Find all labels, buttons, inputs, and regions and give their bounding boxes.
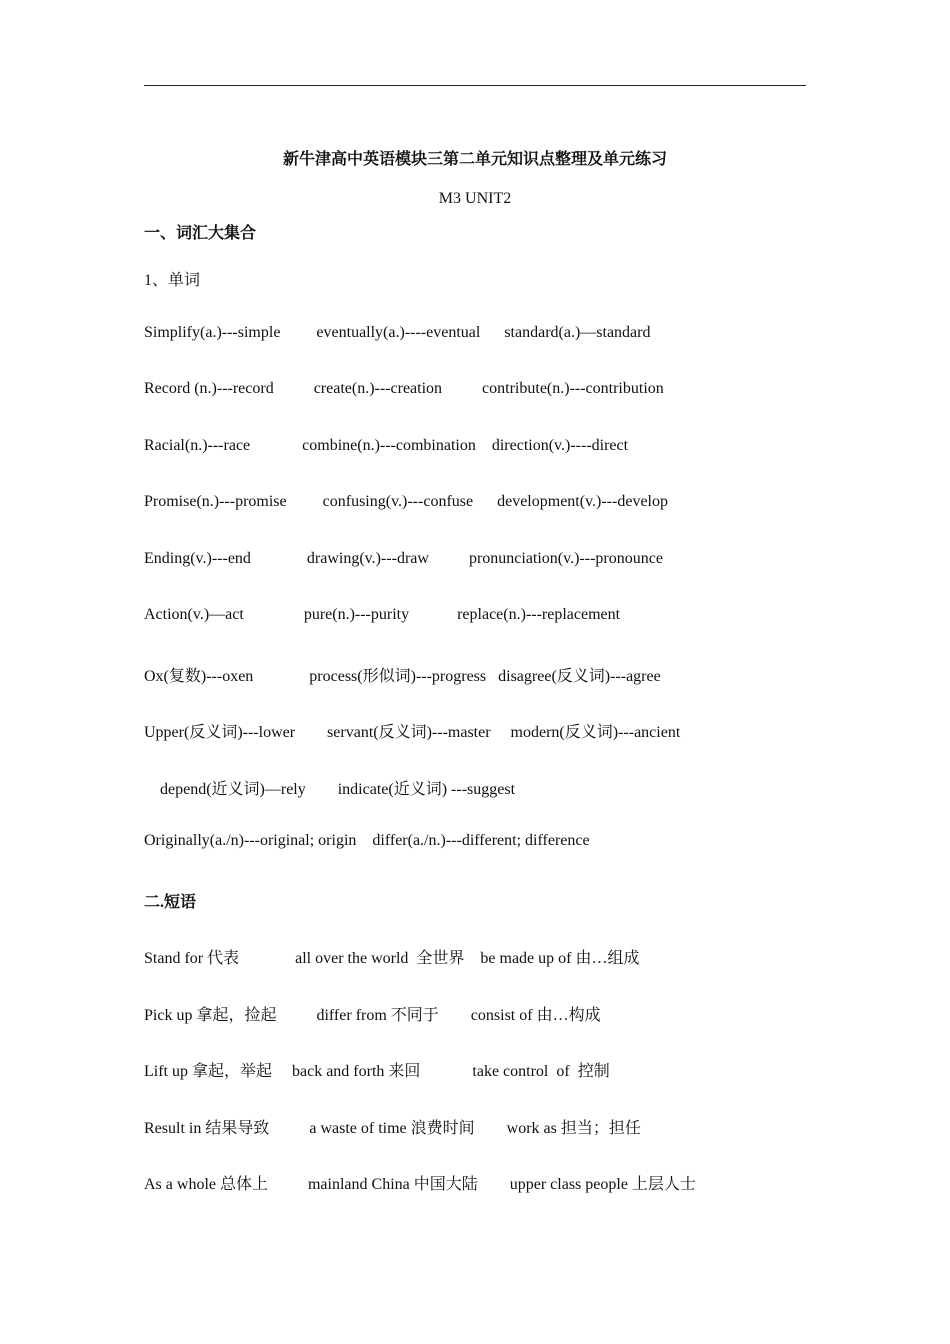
header-rule xyxy=(144,85,806,86)
vocab-line: Originally(a./n)---original; origin differ(a./n.)---different; difference xyxy=(144,832,590,849)
vocab-line: Ending(v.)---end drawing(v.)---draw pronunciation(v.)---pronounce xyxy=(144,550,663,567)
page-subtitle: M3 UNIT2 xyxy=(438,190,512,207)
page-title: 新牛津高中英语模块三第二单元知识点整理及单元练习 xyxy=(282,151,667,168)
phrase-line: Pick up 拿起，捡起 differ from 不同于 consist of 由…构成 xyxy=(144,1007,601,1024)
vocab-line: Upper(反义词)---lower servant(反义词)---master modern(反义词)---ancient xyxy=(144,724,681,741)
vocab-line: Action(v.)—act pure(n.)---purity replace(n.)---replacement xyxy=(144,606,621,623)
phrase-line: Stand for 代表 all over the world 全世界 be made up of 由…组成 xyxy=(144,950,640,967)
phrase-line: Result in 结果导致 a waste of time 浪费时间 work as 担当；担任 xyxy=(144,1120,641,1137)
phrase-line: As a whole 总体上 mainland China 中国大陆 upper class people 上层人士 xyxy=(144,1176,696,1193)
section1-heading: 一、词汇大集合 xyxy=(144,225,257,242)
vocab-line: Record (n.)---record create(n.)---creation contribute(n.)---contribution xyxy=(144,380,664,397)
vocab-line: Promise(n.)---promise confusing(v.)---confuse development(v.)---develop xyxy=(144,493,668,510)
vocab-line: Racial(n.)---race combine(n.)---combination direction(v.)----direct xyxy=(144,437,629,454)
vocab-line: Ox(复数)---oxen process(形似词)---progress disagree(反义词)---agree xyxy=(144,668,661,685)
section2-heading: 二.短语 xyxy=(144,894,197,911)
section1-subheading: 1、单词 xyxy=(144,272,201,289)
vocab-line: Simplify(a.)---simple eventually(a.)----eventual standard(a.)—standard xyxy=(144,324,651,341)
phrase-line: Lift up 拿起，举起 back and forth 来回 take control of 控制 xyxy=(144,1063,610,1080)
vocab-line: depend(近义词)—rely indicate(近义词) ---suggest xyxy=(144,781,516,798)
